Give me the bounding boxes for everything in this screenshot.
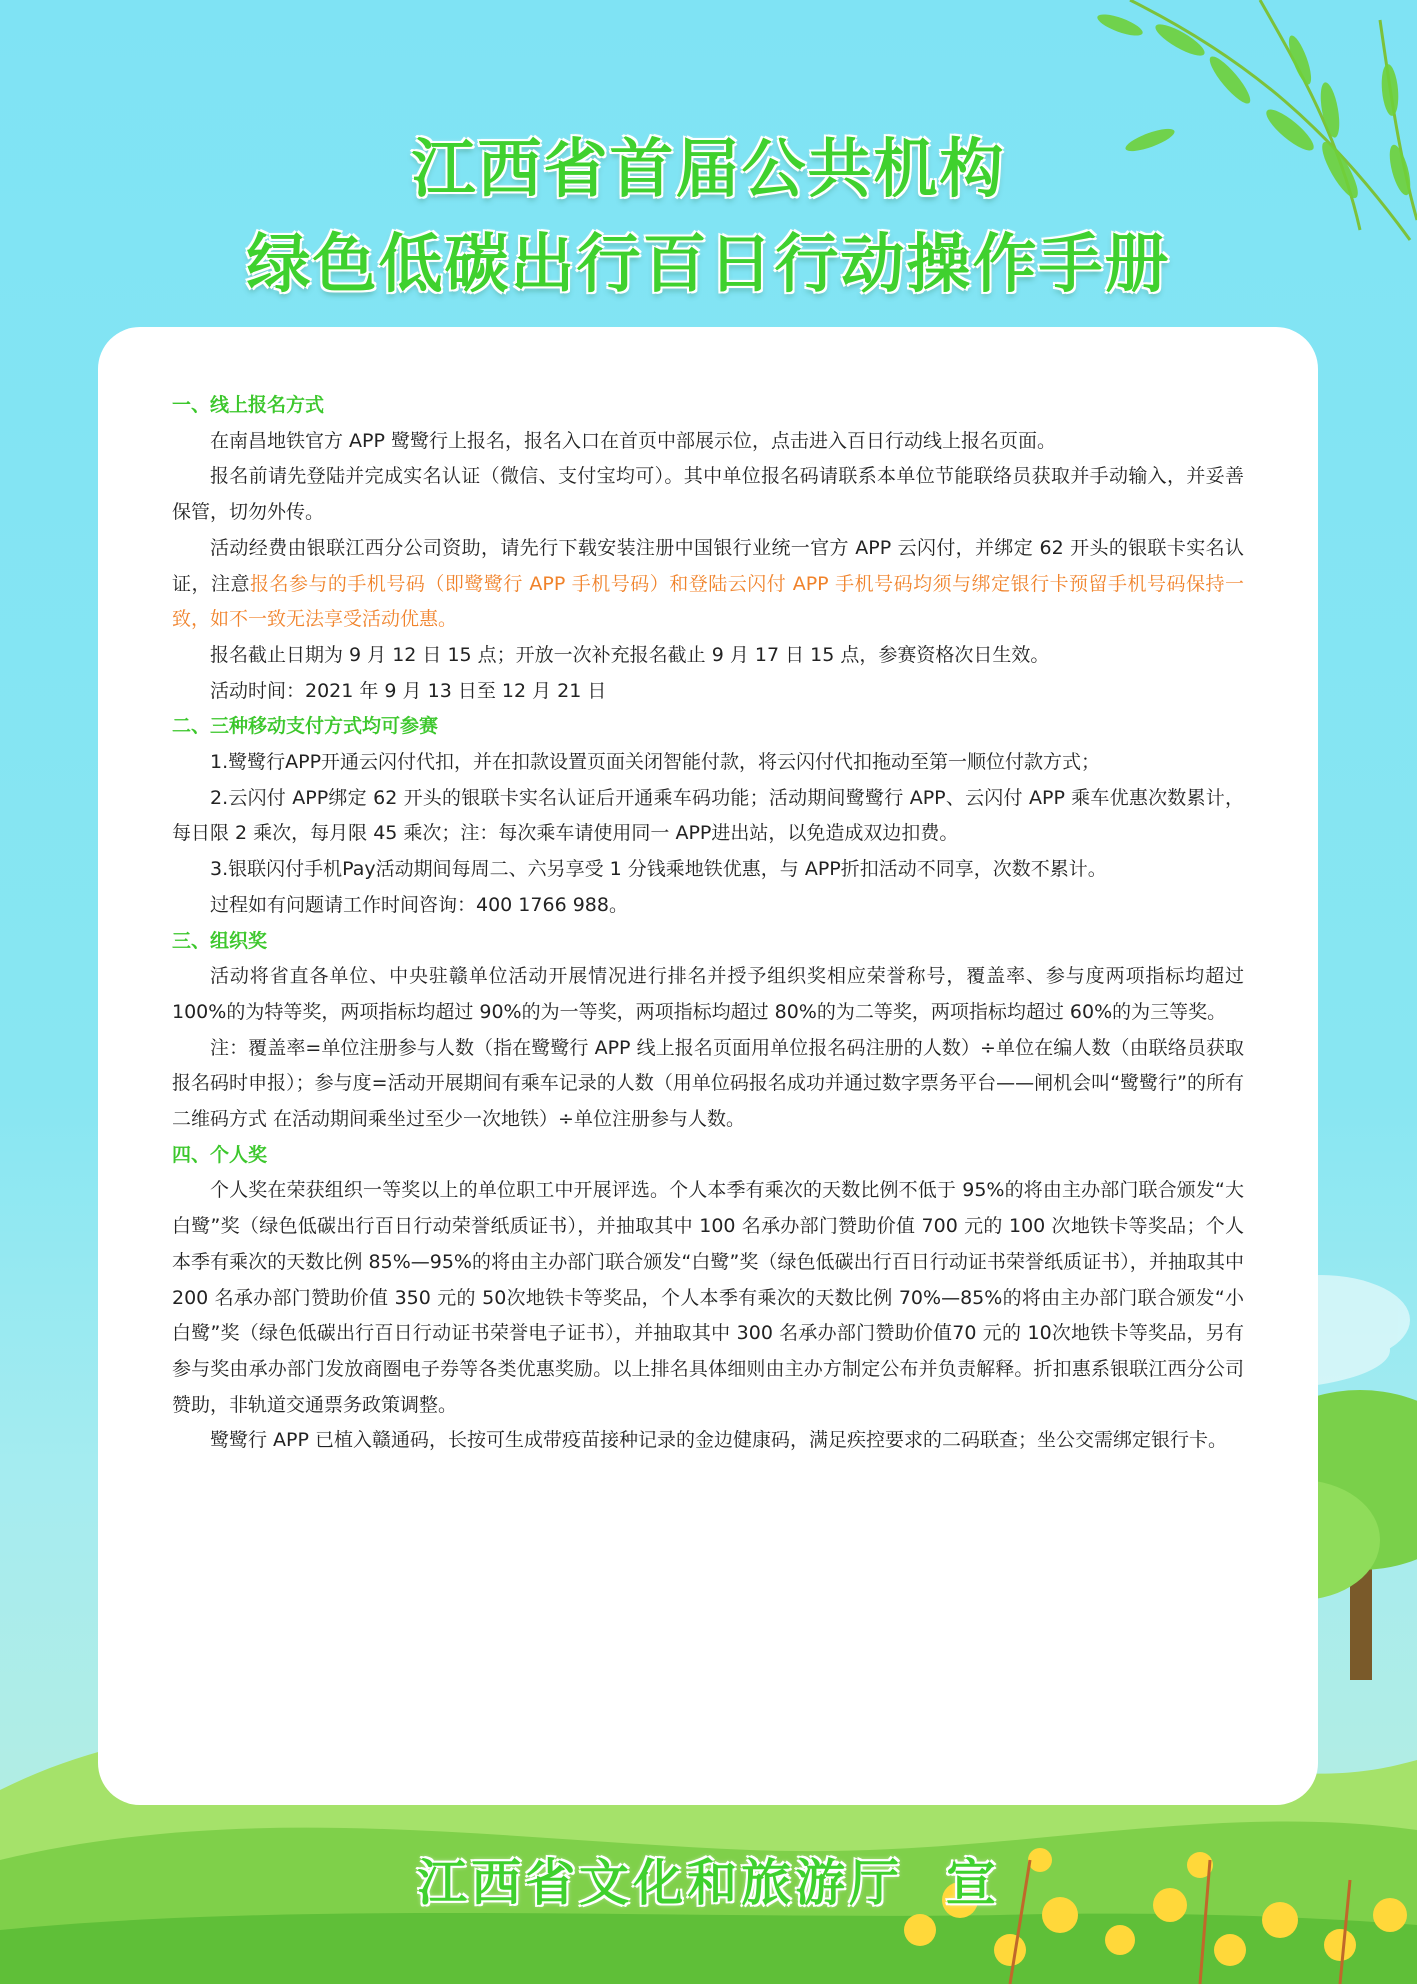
section-heading: 二、三种移动支付方式均可参赛 — [172, 715, 439, 738]
paragraph-text: 活动经费由银联江西分公司资助，请先行下载安装注册中国银行业统一官方 APP 云闪付，并绑定 62 开头的银联卡实名认证，注意 — [172, 536, 1244, 595]
section-payment-methods — [172, 709, 1244, 923]
section-heading: 三、组织奖 — [172, 929, 268, 952]
manual-content — [172, 388, 1244, 1459]
highlight-notice: 报名参与的手机号码（即鹭鹭行 APP 手机号码）和登陆云闪付 APP 手机号码均须与绑定银行卡预留手机号码保持一致，如不一致无法享受活动优惠。 — [172, 572, 1244, 631]
section-individual-award — [172, 1138, 1244, 1459]
paragraph: 报名前请先登陆并完成实名认证（微信、支付宝均可）。其中单位报名码请联系本单位节能联络员获取并手动输入，并妥善保管，切勿外传。 — [172, 465, 1244, 524]
paragraph: 在南昌地铁官方 APP 鹭鹭行上报名，报名入口在首页中部展示位，点击进入百日行动线上报名页面。 — [210, 429, 1056, 452]
section-organization-award — [172, 924, 1244, 1138]
paragraph: 注：覆盖率=单位注册参与人数（指在鹭鹭行 APP 线上报名页面用单位报名码注册的人数）÷单位在编人数（由联络员获取报名码时申报）；参与度=活动开展期间有乘车记录的人数（用单位码报名成功并通过数字票务平台——闸机会叫“鹭鹭行”的所有二维码方式 在活动期间乘坐过至少一次地铁）÷单位注册参与人数。 — [172, 1036, 1244, 1131]
issuer-suffix: 宣 — [945, 1854, 1000, 1912]
paragraph: 活动将省直各单位、中央驻赣单位活动开展情况进行排名并授予组织奖相应荣誉称号，覆盖率、参与度两项指标均超过 100%的为特等奖，两项指标均超过 90%的为一等奖，两项指标均超过 80%的为二等奖，两项指标均超过 60%的为三等奖。 — [172, 965, 1244, 1023]
title-line-2: 绿色低碳出行百日行动操作手册 — [246, 228, 1171, 302]
paragraph: 过程如有问题请工作时间咨询：400 1766 988。 — [210, 893, 628, 916]
paragraph: 3.银联闪付手机Pay活动期间每周二、六另享受 1 分钱乘地铁优惠，与 APP折扣活动不同享，次数不累计。 — [210, 858, 1107, 881]
section-heading: 一、线上报名方式 — [172, 394, 325, 416]
title-line-1: 江西省首届公共机构 — [411, 133, 1006, 207]
paragraph: 1.鹭鹭行APP开通云闪付代扣，并在扣款设置页面关闭智能付款，将云闪付代扣拖动至第一顺位付款方式； — [210, 751, 1101, 774]
paragraph: 个人奖在荣获组织一等奖以上的单位职工中开展评选。个人本季有乘次的天数比例不低于 95%的将由主办部门联合颁发“大白鹭”奖（绿色低碳出行百日行动荣誉纸质证书），并抽取其中 100 名承办部门赞助价值 700 元的 100 次地铁卡等奖品；个人本季有乘次的天数比例 85%—95%的将由主办部门联合颁发“白鹭”奖（绿色低碳出行百日行动证书荣誉纸质证书），并抽取其中 200 名承办部门赞助价值 350 元的 50次地铁卡等奖品，个人本季有乘次的天数比例 70%—85%的将由主办部门联合颁发“小白鹭”奖（绿色低碳出行百日行动证书荣誉电子证书），并抽取其中 300 名承办部门赞助价值70 元的 10次地铁卡等奖品，另有参与奖由承办部门发放商圈电子券等各类优惠奖励。以上排名具体细则由主办方制定公布并负责解释。折扣惠系银联江西分公司赞助，非轨道交通票务政策调整。 — [172, 1179, 1244, 1416]
paragraph: 2.云闪付 APP绑定 62 开头的银联卡实名认证后开通乘车码功能；活动期间鹭鹭行 APP、云闪付 APP 乘车优惠次数累计，每日限 2 乘次，每月限 45 乘次；注：每次乘车请使用同一 APP进出站，以免造成双边扣费。 — [172, 786, 1244, 845]
section-heading: 四、个人奖 — [172, 1143, 268, 1166]
issuer-name: 江西省文化和旅游厅 — [417, 1854, 904, 1912]
paragraph: 活动时间：2021 年 9 月 13 日至 12 月 21 日 — [210, 679, 607, 702]
paragraph: 鹭鹭行 APP 已植入赣通码，长按可生成带疫苗接种记录的金边健康码，满足疾控要求的二码联查；坐公交需绑定银行卡。 — [210, 1429, 1227, 1452]
paragraph: 报名截止日期为 9 月 12 日 15 点；开放一次补充报名截止 9 月 17 日 15 点，参赛资格次日生效。 — [210, 643, 1050, 666]
footer-issuer — [0, 1843, 1417, 1915]
paragraph — [172, 531, 1244, 638]
section-online-registration — [172, 388, 1244, 709]
